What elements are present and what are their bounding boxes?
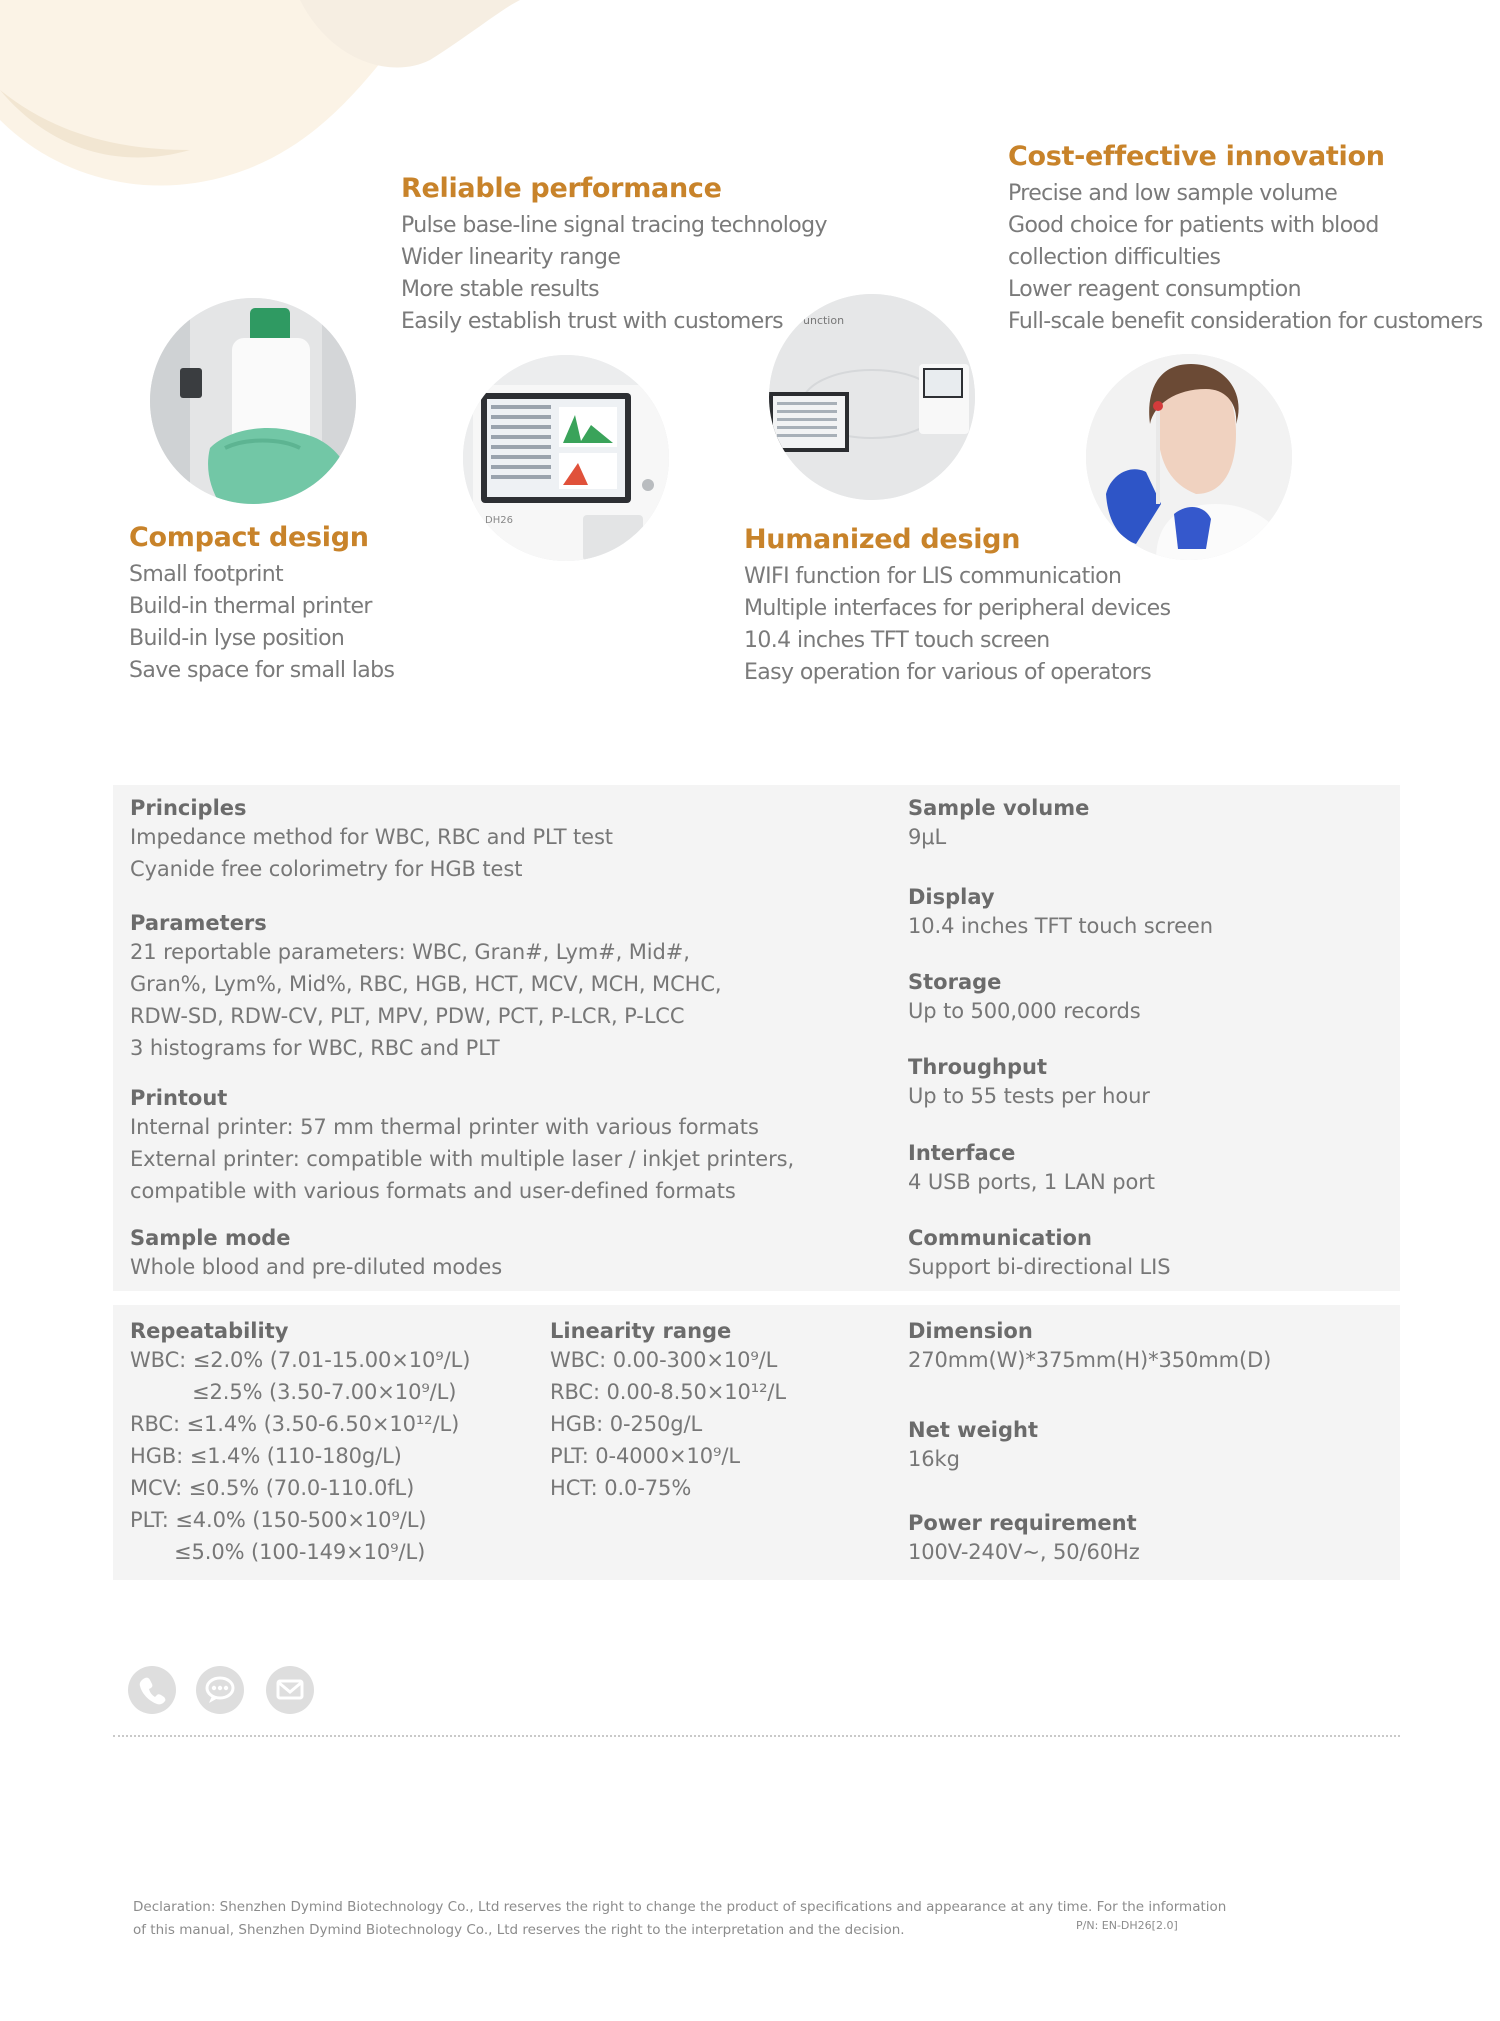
spec-title: Communication [908, 1226, 1092, 1250]
part-number: P/N: EN-DH26[2.0] [1076, 1919, 1178, 1932]
feature-line: Wider linearity range [401, 245, 621, 270]
spec-value: ≤2.5% (3.50-7.00×10⁹/L) [192, 1380, 457, 1404]
spec-parameters [130, 910, 721, 1064]
spec-net-weight [908, 1417, 1038, 1475]
spec-power [908, 1510, 1140, 1568]
reagent-bottle-photo [150, 298, 356, 504]
feature-line: WIFI function for LIS communication [744, 564, 1122, 589]
spec-sample-mode [130, 1225, 502, 1283]
spec-value: HGB: 0-250g/L [550, 1412, 703, 1436]
analyzer-screen-photo [463, 355, 669, 561]
feature-line: Multiple interfaces for peripheral devices [744, 596, 1171, 621]
spec-value: ≤5.0% (100-149×10⁹/L) [174, 1540, 426, 1564]
spec-title: Interface [908, 1141, 1016, 1165]
spec-printout [130, 1085, 794, 1207]
spec-value: HGB: ≤1.4% (110-180g/L) [130, 1444, 402, 1468]
spec-value: Up to 55 tests per hour [908, 1084, 1150, 1108]
spec-value: PLT: ≤4.0% (150-500×10⁹/L) [130, 1508, 427, 1532]
spec-linearity [550, 1318, 786, 1504]
spec-value: Support bi-directional LIS [908, 1255, 1171, 1279]
feature-line: Pulse base-line signal tracing technology [401, 213, 827, 238]
spec-value: Gran%, Lym%, Mid%, RBC, HGB, HCT, MCV, MCH, MCHC, [130, 972, 722, 996]
spec-value: MCV: ≤0.5% (70.0-110.0fL) [130, 1476, 415, 1500]
phone-icon[interactable] [128, 1666, 176, 1714]
spec-value: 270mm(W)*375mm(H)*350mm(D) [908, 1348, 1272, 1372]
feature-reliable-performance [401, 173, 827, 338]
spec-sample-volume [908, 795, 1089, 853]
spec-title: Linearity range [550, 1319, 732, 1343]
spec-value: WBC: ≤2.0% (7.01-15.00×10⁹/L) [130, 1348, 471, 1372]
spec-value: External printer: compatible with multiple laser / inkjet printers, [130, 1147, 795, 1171]
spec-communication [908, 1225, 1170, 1283]
spec-value: Internal printer: 57 mm thermal printer with various formats [130, 1115, 759, 1139]
spec-value: PLT: 0-4000×10⁹/L [550, 1444, 740, 1468]
spec-value: 9μL [908, 825, 947, 849]
feature-line: Precise and low sample volume [1008, 181, 1338, 206]
feature-humanized-design [744, 524, 1170, 689]
spec-title: Storage [908, 970, 1002, 994]
spec-title: Parameters [130, 911, 267, 935]
feature-line: Small footprint [129, 562, 284, 587]
spec-value: Whole blood and pre-diluted modes [130, 1255, 503, 1279]
feature-line: Lower reagent consumption [1008, 277, 1301, 302]
spec-throughput [908, 1054, 1150, 1112]
feature-line: More stable results [401, 277, 600, 302]
spec-title: Principles [130, 796, 247, 820]
spec-value: Cyanide free colorimetry for HGB test [130, 857, 523, 881]
feature-line: Good choice for patients with blood [1008, 213, 1379, 238]
chat-icon[interactable] [196, 1666, 244, 1714]
feature-compact-design [129, 522, 394, 687]
spec-title: Dimension [908, 1319, 1033, 1343]
spec-title: Power requirement [908, 1511, 1137, 1535]
feature-line: collection difficulties [1008, 245, 1221, 270]
spec-value: WBC: 0.00-300×10⁹/L [550, 1348, 778, 1372]
spec-title: Net weight [908, 1418, 1039, 1442]
spec-principles [130, 795, 613, 885]
feature-line: Easy operation for various of operators [744, 660, 1152, 685]
feature-line: 10.4 inches TFT touch screen [744, 628, 1050, 653]
spec-dimension [908, 1318, 1271, 1376]
spec-value: RBC: 0.00-8.50×10¹²/L [550, 1380, 786, 1404]
spec-value: 16kg [908, 1447, 960, 1471]
feature-cost-effective [1008, 141, 1483, 338]
analyzer-model-label: DH26 [485, 515, 513, 526]
mail-icon[interactable] [266, 1666, 314, 1714]
spec-value: 100V-240V~, 50/60Hz [908, 1540, 1140, 1564]
feature-line: Build-in lyse position [129, 626, 345, 651]
screen-caption: unction [803, 314, 845, 327]
spec-value: RBC: ≤1.4% (3.50-6.50×10¹²/L) [130, 1412, 460, 1436]
spec-value: compatible with various formats and user-defined formats [130, 1179, 736, 1203]
footer-divider [113, 1735, 1400, 1737]
feature-title: Cost-effective innovation [1008, 141, 1385, 172]
spec-title: Throughput [908, 1055, 1048, 1079]
spec-storage [908, 969, 1141, 1027]
feature-line: Full-scale benefit consideration for customers [1008, 309, 1483, 334]
spec-value: 3 histograms for WBC, RBC and PLT [130, 1036, 500, 1060]
feature-title: Humanized design [744, 524, 1021, 555]
spec-value: 4 USB ports, 1 LAN port [908, 1170, 1155, 1194]
spec-display [908, 884, 1213, 942]
feature-title: Compact design [129, 522, 369, 553]
spec-value: 10.4 inches TFT touch screen [908, 914, 1213, 938]
feature-line: Save space for small labs [129, 658, 395, 683]
spec-title: Repeatability [130, 1319, 289, 1343]
declaration-line: Declaration: Shenzhen Dymind Biotechnology Co., Ltd reserves the right to change the product of specifications and appearance at any time. For the information [133, 1899, 1227, 1915]
spec-title: Display [908, 885, 995, 909]
spec-value: 21 reportable parameters: WBC, Gran#, Lym#, Mid#, [130, 940, 690, 964]
spec-value: RDW-SD, RDW-CV, PLT, MPV, PDW, PCT, P-LCR, P-LCC [130, 1004, 685, 1028]
spec-value: Up to 500,000 records [908, 999, 1141, 1023]
feature-title: Reliable performance [401, 173, 722, 204]
spec-value: HCT: 0.0-75% [550, 1476, 692, 1500]
declaration-line: of this manual, Shenzhen Dymind Biotechnology Co., Ltd reserves the right to the interpretation and the decision. [133, 1922, 905, 1938]
spec-title: Printout [130, 1086, 228, 1110]
spec-value: Impedance method for WBC, RBC and PLT test [130, 825, 613, 849]
spec-title: Sample mode [130, 1226, 291, 1250]
feature-line: Easily establish trust with customers [401, 309, 783, 334]
spec-repeatability [130, 1318, 470, 1568]
spec-interface [908, 1140, 1155, 1198]
feature-line: Build-in thermal printer [129, 594, 372, 619]
spec-title: Sample volume [908, 796, 1090, 820]
